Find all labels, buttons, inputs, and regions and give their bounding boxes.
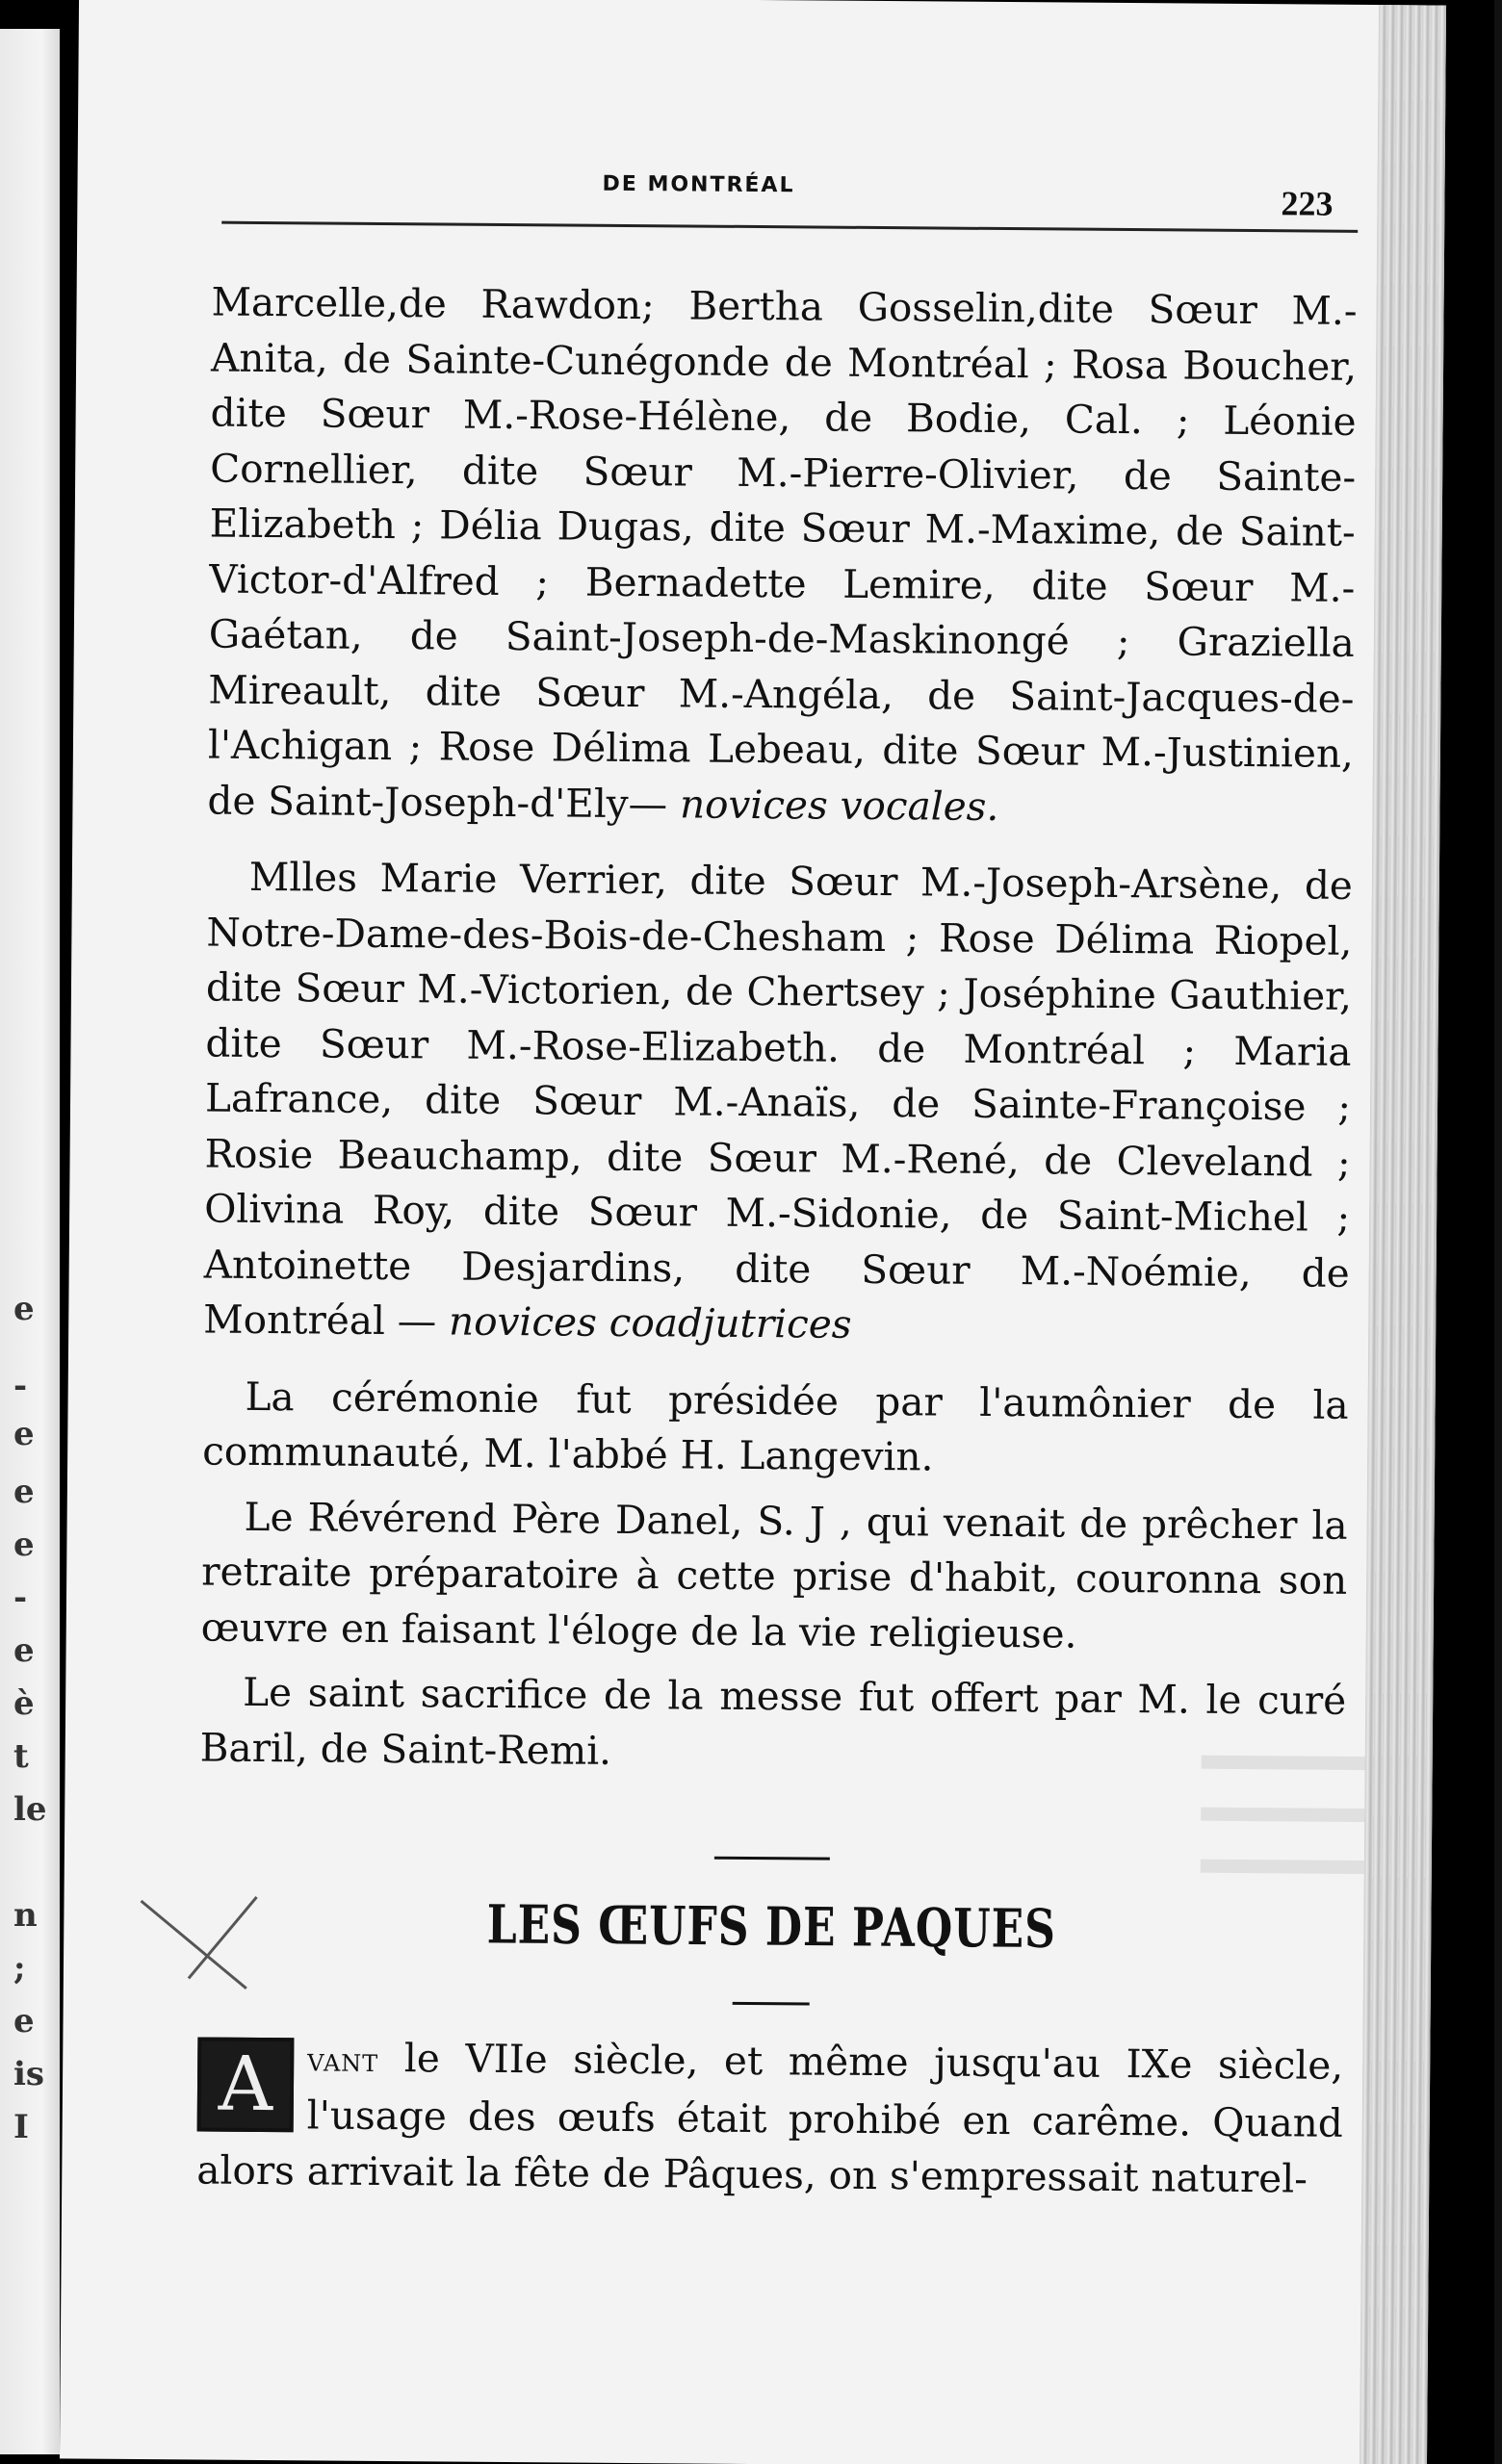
left-page-fragment: e — [13, 2002, 35, 2040]
left-page-fragment: n — [13, 1896, 38, 1935]
pencil-mark — [131, 1882, 286, 1998]
paragraph-novices-vocales — [207, 275, 1357, 837]
book-page — [60, 0, 1446, 2464]
left-page-fragment: I — [13, 2108, 29, 2146]
section-title-underline — [733, 2001, 810, 2005]
left-page-fragment: e — [13, 1631, 35, 1670]
paragraph-pere-danel: Le Révérend Père Danel, S. J , qui venait de prêcher la retraite préparatoire à cette prise d'habit, couronna son œuvre en faisant l'éloge de la vie religieuse. — [200, 1493, 1348, 1657]
page-number: 223 — [1281, 184, 1334, 223]
paragraph-novices-coadjutrices — [203, 850, 1353, 1357]
paragraph-messe: Le saint sacrifice de la messe fut offert par M. le curé Baril, de Saint-Remi. — [199, 1668, 1347, 1774]
page-body — [196, 275, 1358, 2207]
section-title: LES ŒUFS DE PAQUES — [486, 1894, 1057, 1961]
left-page-strip — [0, 29, 60, 2454]
left-page-fragment: e — [13, 1415, 35, 1453]
left-page-fragment: è — [13, 1684, 35, 1723]
left-page-fragment: e — [13, 1473, 35, 1511]
paragraph-text: Mlles Marie Verrier, dite Sœur M.-Joseph-Arsène, de Notre-Dame-des-Bois-de-Chesham ; Rose Délima Riopel, dite Sœur M.-Victorien, de Chertsey ; Joséphine Gauthier, dite Sœur M.-Rose-Elizabeth. de Montréal ; Maria Lafrance, dite Sœur M.-Anaïs, de Sainte-Françoise ; Rosie Beauchamp, dite Sœur M.-René, de Cleveland ; Olivina Roy, dite Sœur M.-Sidonie, de Saint-Michel ; Antoinette Desjardins, dite Sœur M.-Noémie, de Montréal — — [203, 853, 1354, 1345]
left-page-fragment: ; — [13, 1949, 26, 1988]
lead-in-smallcaps: vant — [307, 2040, 379, 2080]
paragraph-text: Marcelle,de Rawdon; Bertha Gosselin,dite Sœur M.-Anita, de Sainte-Cunégonde de Montréal ; Rosa Boucher, dite Sœur M.-Rose-Hélène, de Bodie, Cal. ; Léonie Cornellier, dite Sœur M.-Pierre-Olivier, de Sainte-Elizabeth ; Délia Dugas, dite Sœur M.-Maxime, de Saint-Victor-d'Alfred ; Bernadette Lemire, dite Sœur M.-Gaétan, de Saint-Joseph-de-Maskinongé ; Graziella Mireault, dite Sœur M.-Angéla, de Saint-Jacques-de-l'Achigan ; Rose Délima Lebeau, dite Sœur M.-Justinien, de Saint-Joseph-d'Ely— — [207, 278, 1358, 827]
paragraph-text: le VIIe siècle, et même jusqu'au IXe siècle, l'usage des œufs était prohibé en carême. Quand alors arrivait la fête de Pâques, on s'empressait naturel- — [196, 2034, 1344, 2202]
scan-border — [1494, 0, 1502, 2464]
running-head: DE MONTRÉAL — [602, 171, 795, 198]
left-page-fragment: - — [13, 1578, 28, 1617]
left-page-fragment: le — [13, 1790, 47, 1829]
left-page-fragment: - — [13, 1367, 28, 1405]
drop-cap: A — [197, 2037, 295, 2132]
left-page-fragment: e — [13, 1526, 35, 1564]
paragraph-ceremonie: La cérémonie fut présidée par l'aumônier de la communauté, M. l'abbé H. Langevin. — [202, 1373, 1349, 1480]
section-opening-paragraph — [196, 2029, 1343, 2207]
section-divider — [714, 1857, 830, 1861]
header-rule — [221, 221, 1358, 233]
page-edge-stripes — [1360, 5, 1446, 2464]
paragraph-italic-text: novices coadjutrices — [448, 1297, 852, 1348]
left-page-fragment: t — [13, 1737, 29, 1776]
left-page-fragment: is — [13, 2055, 45, 2093]
left-page-fragment: e — [13, 1290, 35, 1328]
paragraph-italic-text: novices vocales. — [679, 780, 999, 830]
